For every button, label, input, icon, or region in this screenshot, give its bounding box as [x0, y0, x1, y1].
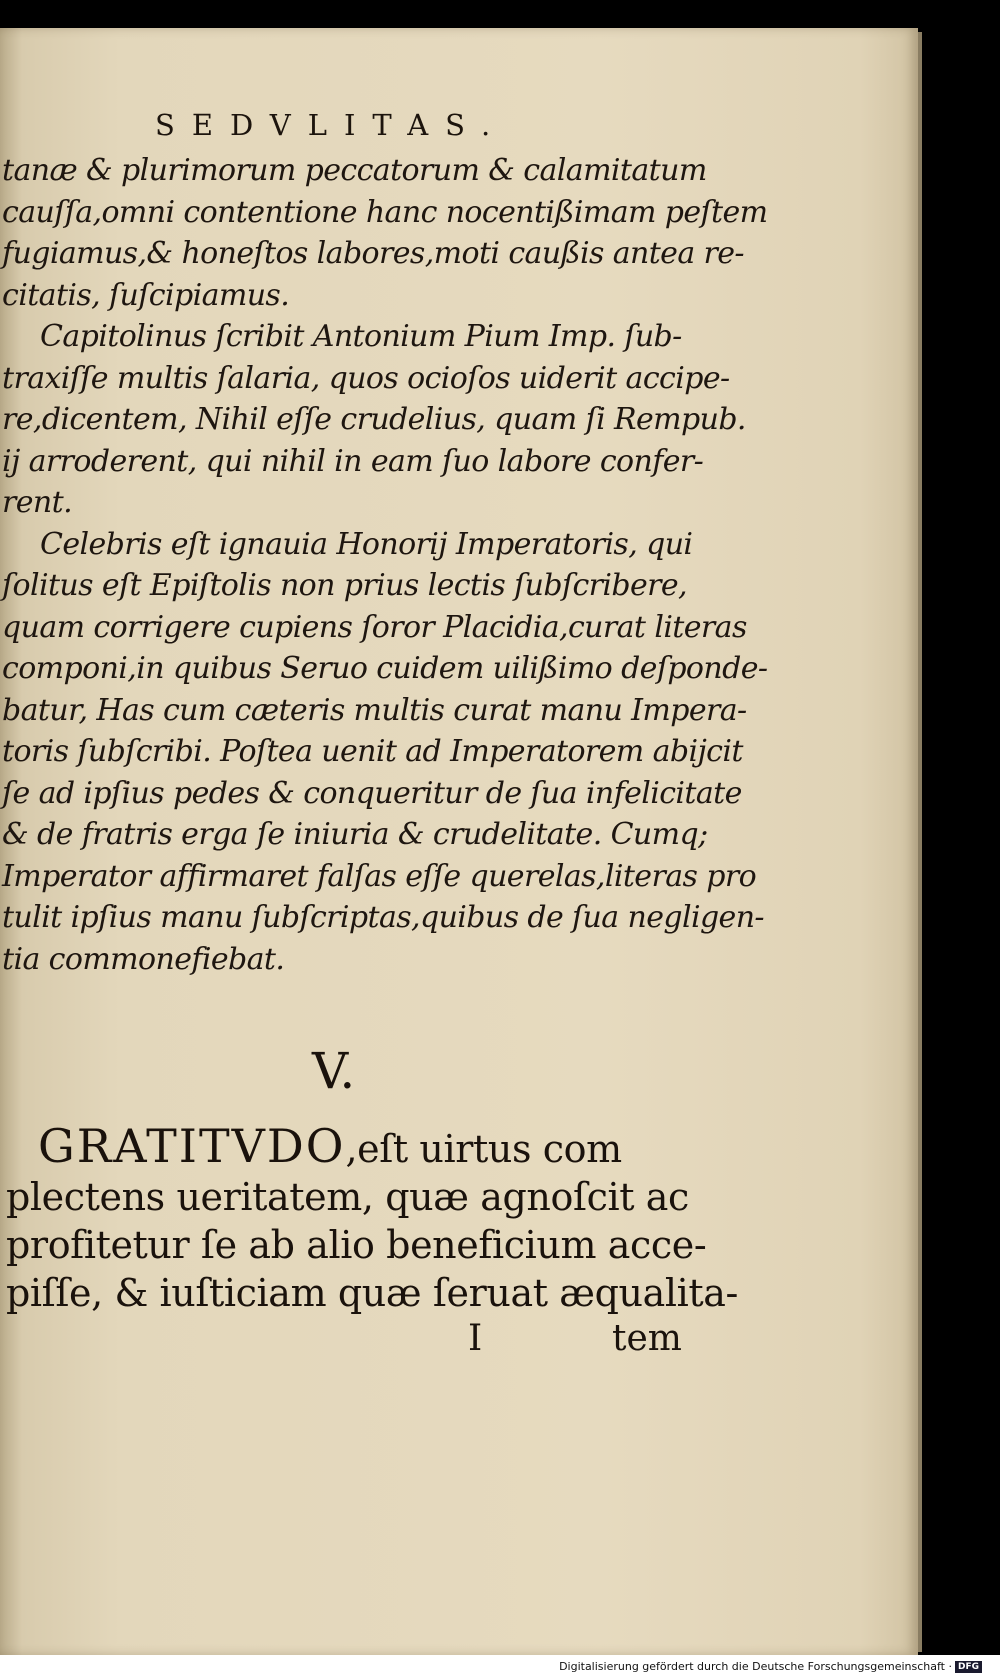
text-line: Imperator affirmaret falſas eſſe querelas,literas pro — [2, 858, 757, 894]
text-line: batur, Has cum cæteris multis curat manu Impera- — [2, 692, 747, 728]
roman-text-block — [6, 1119, 738, 1317]
text-line: piſſe, & iuſticiam quæ ſeruat æqualita- — [6, 1271, 738, 1315]
text-line: profitetur ſe ab alio beneficium acce- — [6, 1223, 707, 1267]
text-line: quam corrigere cupiens ſoror Placidia,curat literas — [2, 609, 747, 645]
text-line: componi,in quibus Seruo cuidem uilißimo deſponde- — [2, 651, 768, 686]
text-line: tanæ & plurimorum peccatorum & calamitatum — [2, 153, 707, 188]
page-edge — [918, 32, 922, 1652]
text-line: plectens ueritatem, quæ agnoſcit ac — [6, 1175, 689, 1219]
text-line: ſolitus eſt Epiſtolis non prius lectis ſubſcribere, — [2, 568, 687, 603]
text-line: traxiſſe multis ſalaria, quos ocioſos uiderit accipe- — [2, 360, 730, 396]
text-line: tulit ipſius manu ſubſcriptas,quibus de ſua negligen- — [2, 900, 764, 935]
credit-text: Digitalisierung gefördert durch die Deutsche Forschungsgemeinschaft · — [559, 1660, 952, 1673]
dfg-logo: DFG — [955, 1661, 982, 1673]
signature-mark: I — [468, 1318, 483, 1359]
text-line: cauſſa,omni contentione hanc nocentißimam peſtem — [2, 194, 768, 230]
text-line: Capitolinus ſcribit Antonium Pium Imp. ſub- — [40, 319, 682, 354]
text-line: Celebris eſt ignauia Honorij Imperatoris, qui — [40, 526, 693, 562]
section-number: V. — [312, 1042, 356, 1100]
line-rest: ,eſt uirtus com — [345, 1127, 622, 1171]
text-line — [6, 1119, 686, 1173]
running-head: SEDVLITAS. — [155, 108, 508, 142]
text-line: & de fratris erga ſe iniuria & crudelitate. Cumq; — [2, 817, 708, 852]
text-line: citatis, ſuſcipiamus. — [2, 277, 290, 313]
text-line: toris ſubſcribi. Poſtea uenit ad Imperatorem abijcit — [2, 734, 743, 769]
catchword: tem — [612, 1318, 682, 1359]
text-line: re,dicentem, Nihil eſſe crudelius, quam ſi Rempub. — [2, 402, 746, 437]
footer-credit — [559, 1660, 982, 1673]
text-line: ij arroderent, qui nihil in eam ſuo labore confer- — [2, 443, 704, 479]
text-line: ſe ad ipſius pedes & conqueritur de ſua infelicitate — [2, 775, 742, 811]
first-word: GRATITVDO — [38, 1119, 346, 1173]
text-line: rent. — [2, 485, 73, 520]
italic-text-block — [2, 150, 768, 980]
text-line: tia commonefiebat. — [2, 941, 285, 977]
text-line: fugiamus,& honeſtos labores,moti caußis antea re- — [2, 236, 744, 271]
